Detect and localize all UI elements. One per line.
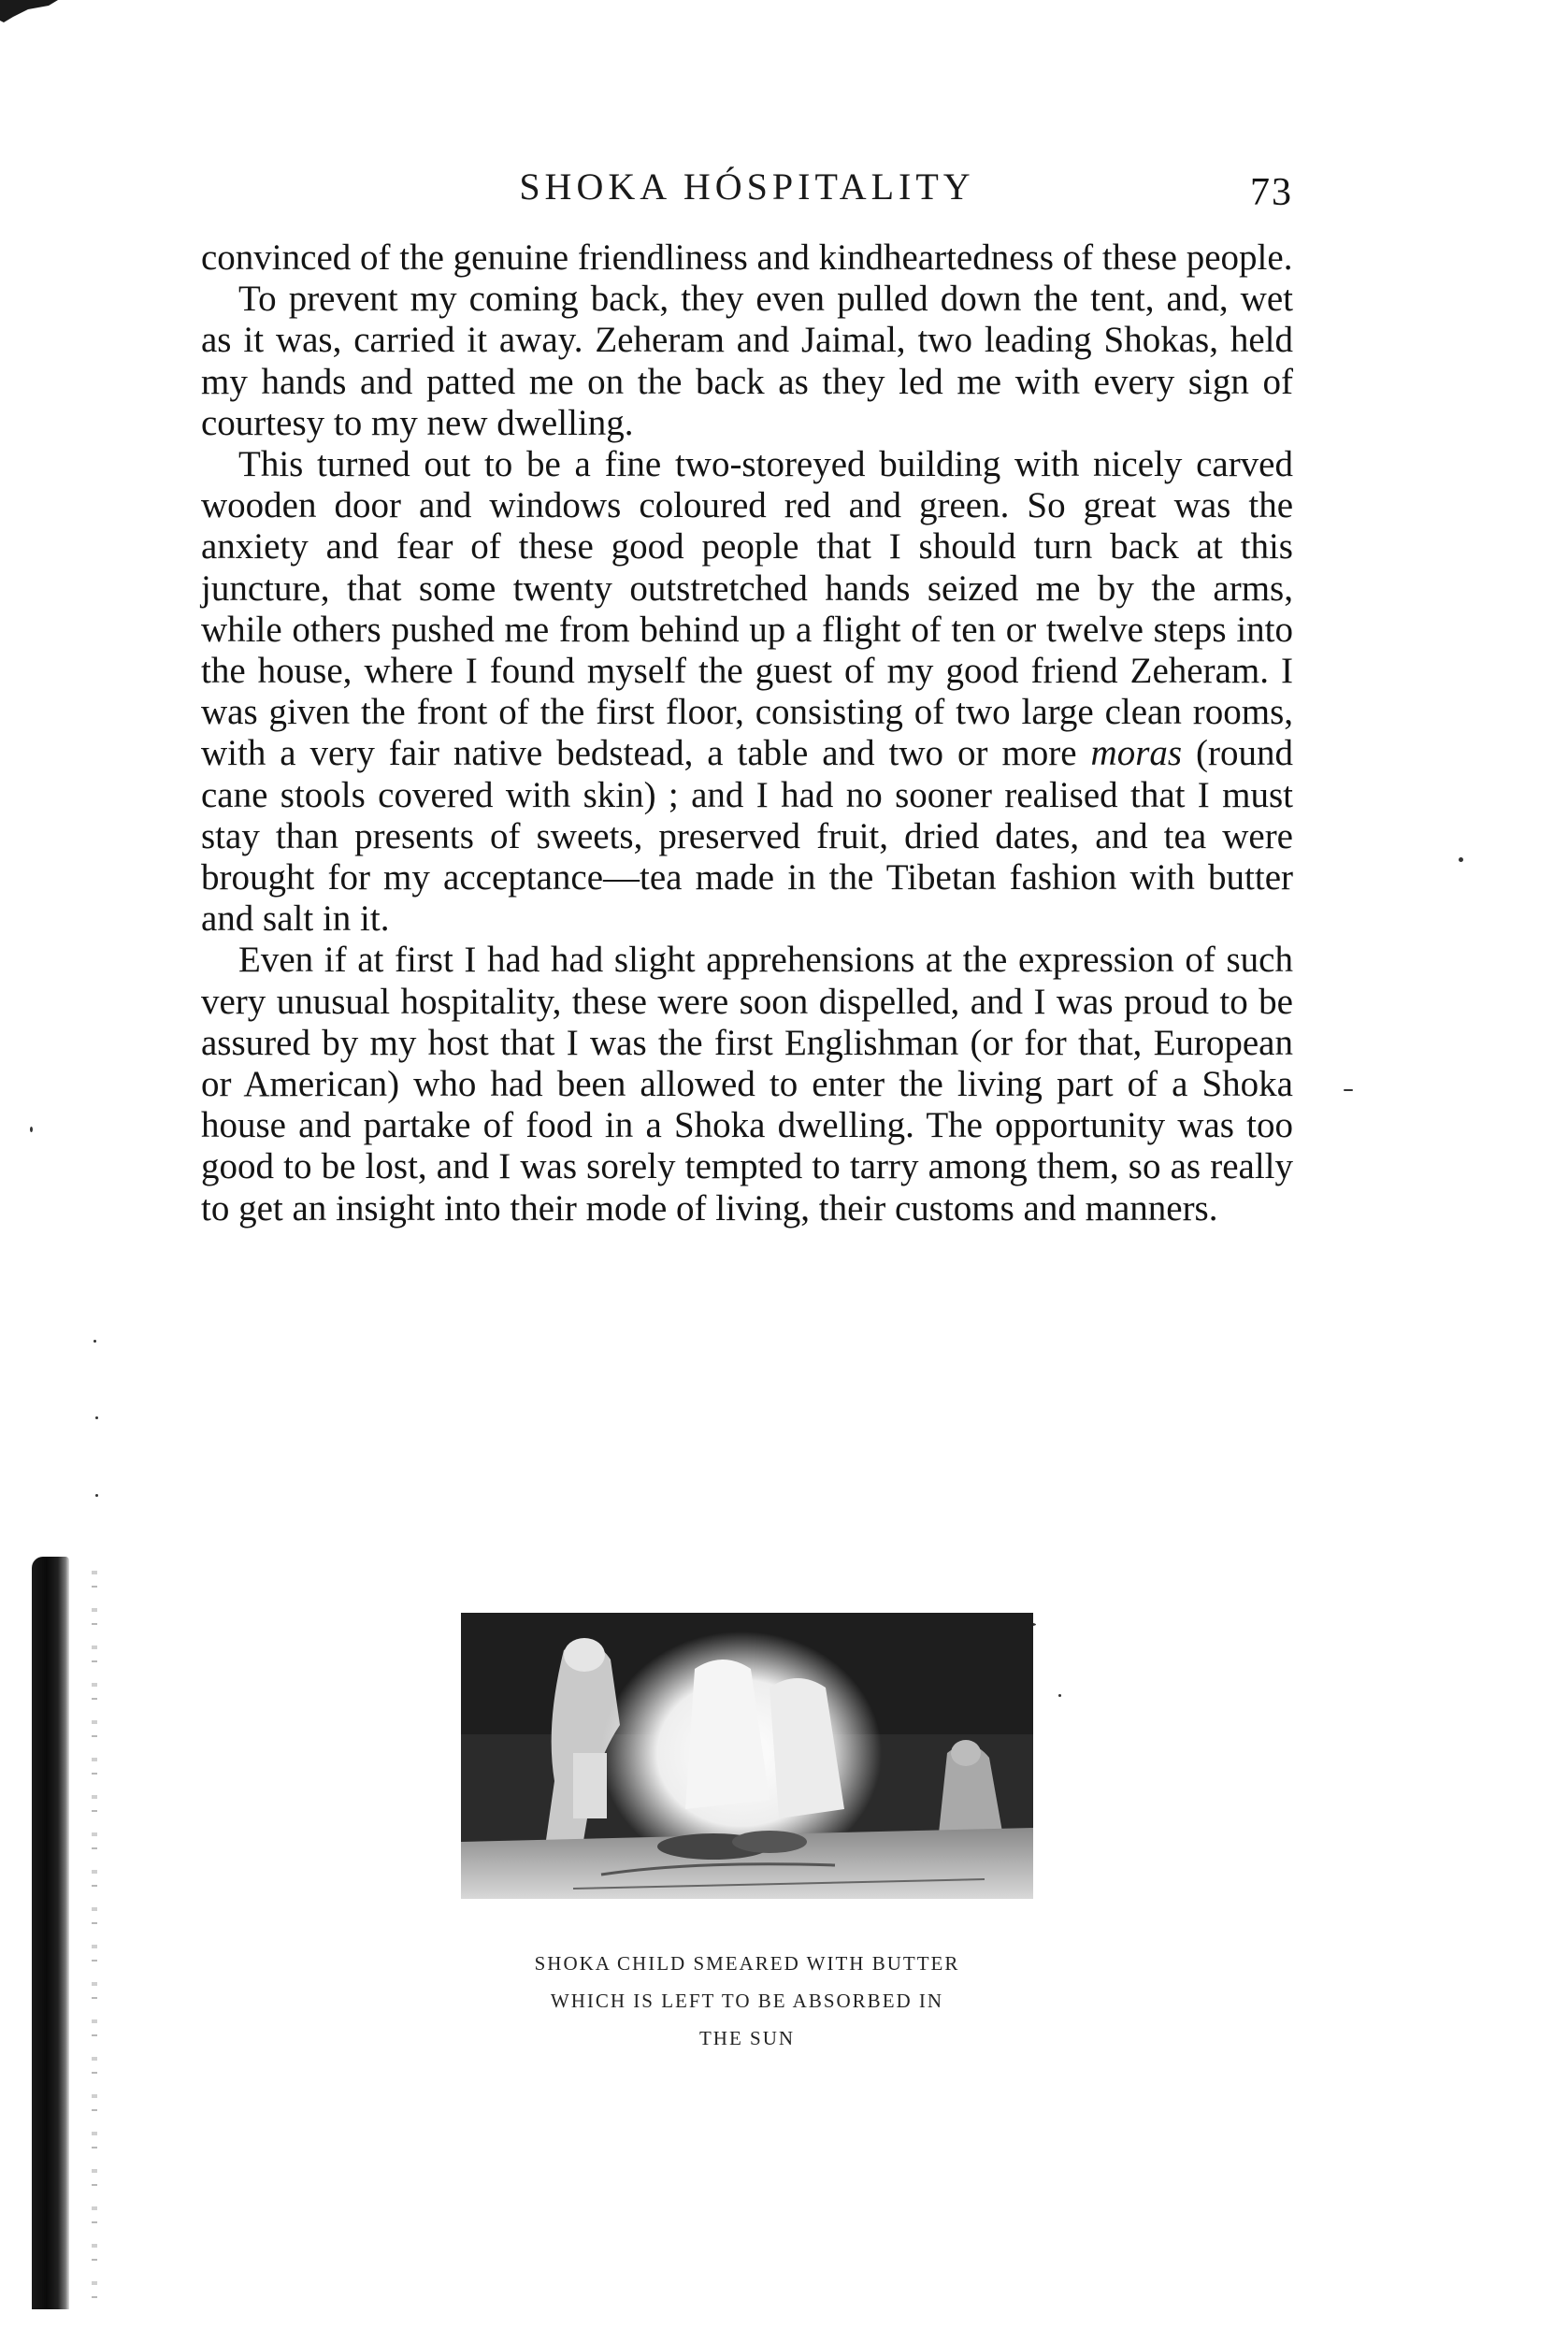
- scan-speck: [1459, 857, 1463, 862]
- paragraph: [201, 940, 1293, 1229]
- scan-corner-mark: [0, 0, 94, 24]
- paragraph-text: To prevent my coming back, they even pulled down the tent, and, wet as it was, carried it away. Zeheram and Jaimal, two leading Shokas, held my hands and patted me on the back as they led me with every sign of courtesy to my new dwelling.: [201, 279, 1293, 443]
- paragraph-text: Even if at first I had had slight apprehensions at the expression of such very unusual hospitality, these were soon dispelled, and I was proud to be assured by my host that I was the first Englishman (or for that, European or American) who had been allowed to enter the living part of a Shoka house and partake of food in a Shoka dwelling. The opportunity was too good to be lost, and I was sorely tempted to tarry among them, so as really to get an insight into their mode of living, their customs and manners.: [201, 940, 1293, 1229]
- body-text: [201, 237, 1293, 1229]
- scan-speck: [1344, 1089, 1353, 1091]
- scan-speck: [1058, 1694, 1061, 1697]
- photograph: [461, 1613, 1033, 1899]
- scan-binding-shadow: [32, 1557, 69, 2309]
- scan-speck: [30, 1127, 33, 1132]
- paragraph-text: convinced of the genuine friendliness and kindheartedness of these people.: [201, 237, 1293, 278]
- caption-line: THE SUN: [698, 2027, 796, 2049]
- paragraph: [201, 279, 1293, 444]
- caption-line: SHOKA CHILD SMEARED WITH BUTTER: [534, 1952, 960, 1975]
- photograph-image: [461, 1613, 1033, 1899]
- page-number: 73: [1250, 171, 1293, 214]
- paragraph: [201, 237, 1293, 279]
- scan-speck: [94, 1340, 96, 1343]
- running-head: [201, 165, 1293, 221]
- scan-speck: [95, 1494, 98, 1497]
- paragraph-text: This turned out to be a fine two-storeyed building with nicely carved wooden door and windows coloured red and green. So great was the anxiety and fear of these good people that I should turn back at this juncture, that some twenty outstretched hands seized me by the arms, while others pushed me from behind up a flight of ten or twelve steps into the house, where I found myself the guest of my good friend Zeheram. I was given the front of the first floor, consisting of two large clean rooms, with a very fair native bedstead, a table and two or more: [201, 444, 1293, 774]
- paragraph: [201, 444, 1293, 940]
- paragraph-text: (round cane stools covered with skin) ; and I had no sooner realised that I must stay than presents of sweets, preserved fruit, dried dates, and tea were brought for my acceptance—tea made in the Tibetan fashion with butter and salt in it.: [201, 733, 1293, 940]
- scan-binding-edge: [92, 1571, 97, 2309]
- running-title: SHOKA HÓSPITALITY: [519, 165, 975, 208]
- scan-speck: [95, 1416, 98, 1419]
- italic-term: moras: [1090, 733, 1183, 774]
- caption-line: WHICH IS LEFT TO BE ABSORBED IN: [550, 1990, 944, 2012]
- figure-caption: [402, 1945, 1092, 2057]
